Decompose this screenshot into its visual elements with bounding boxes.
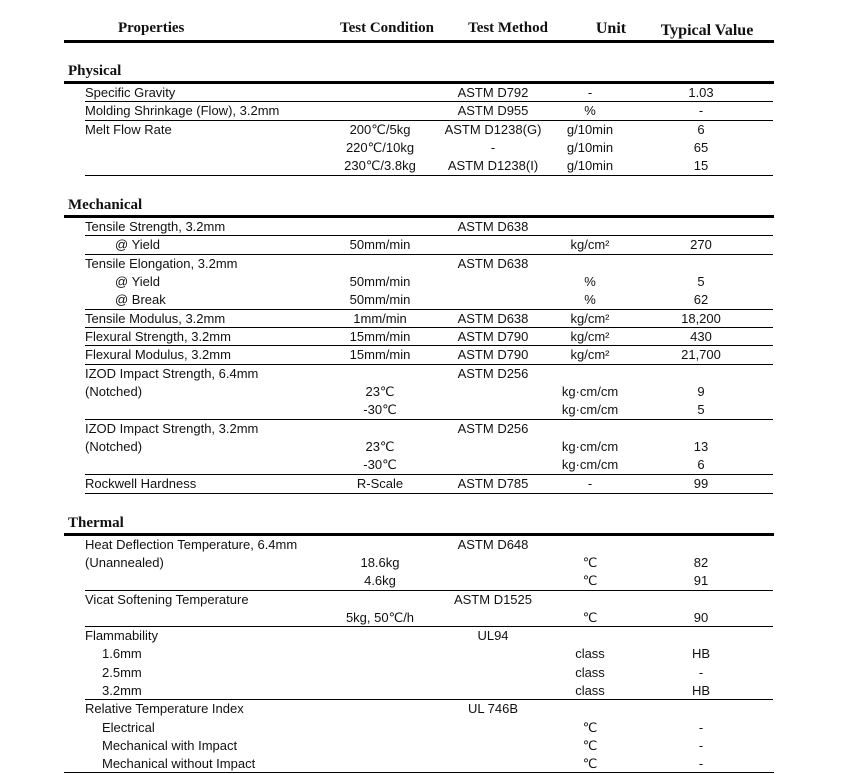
cell-unit: g/10min (566, 158, 614, 173)
cell-value: - (698, 756, 704, 771)
section-title-thermal: Thermal (68, 515, 124, 531)
cell-condition: 5kg, 50℃/h (345, 610, 415, 625)
cell-unit: kg·cm/cm (561, 402, 619, 417)
cell-value: 6 (697, 457, 705, 472)
cell-property: Tensile Modulus, 3.2mm (85, 311, 226, 326)
cell-condition: -30℃ (363, 402, 397, 417)
cell-value: - (698, 738, 704, 753)
cell-condition: -30℃ (363, 457, 397, 472)
table-row (0, 346, 865, 364)
row-separator (85, 254, 773, 255)
cell-property: Flexural Modulus, 3.2mm (85, 347, 231, 362)
cell-value: 13 (693, 439, 709, 454)
cell-value: 270 (690, 237, 712, 252)
row-separator (85, 626, 773, 627)
row-separator (85, 590, 773, 591)
cell-condition: 23℃ (365, 384, 395, 399)
cell-value: HB (691, 646, 711, 661)
cell-value: 62 (693, 292, 709, 307)
cell-unit: ℃ (582, 756, 598, 771)
cell-unit: ℃ (582, 555, 598, 570)
table-row (0, 273, 865, 291)
cell-unit: class (575, 646, 605, 661)
cell-unit: class (575, 683, 605, 698)
cell-method: ASTM D790 (457, 329, 529, 344)
cell-property: Tensile Strength, 3.2mm (85, 219, 226, 234)
row-separator (85, 101, 773, 102)
cell-unit: g/10min (566, 140, 614, 155)
table-row (0, 310, 865, 328)
table-row (0, 365, 865, 383)
table-row (0, 157, 865, 175)
table-row (0, 420, 865, 438)
cell-property: @ Break (115, 292, 166, 307)
header-test-method: Test Method (468, 20, 548, 36)
header-properties: Properties (118, 20, 185, 36)
table-row (0, 383, 865, 401)
header-typical-value: Typical Value (660, 22, 754, 39)
cell-unit: - (587, 85, 593, 100)
cell-unit: % (584, 274, 596, 289)
row-separator (85, 493, 773, 494)
cell-condition: 230℃/3.8kg (344, 158, 416, 173)
table-row (0, 554, 865, 572)
cell-unit: kg/cm² (570, 311, 610, 326)
cell-property: Mechanical with Impact (102, 738, 238, 753)
cell-property: Specific Gravity (85, 85, 176, 100)
cell-property: 3.2mm (102, 683, 142, 698)
cell-property: Rockwell Hardness (85, 476, 197, 491)
row-separator (85, 474, 773, 475)
row-separator (85, 235, 773, 236)
cell-property: 2.5mm (102, 665, 142, 680)
cell-unit: ℃ (582, 573, 598, 588)
table-row (0, 719, 865, 737)
table-row (0, 609, 865, 627)
table-row (0, 84, 865, 102)
row-separator (85, 327, 773, 328)
table-row (0, 572, 865, 590)
cell-method: ASTM D648 (457, 537, 529, 552)
cell-property: Electrical (102, 720, 155, 735)
cell-condition: 200℃/5kg (349, 122, 411, 137)
cell-unit: % (584, 292, 596, 307)
cell-property: Melt Flow Rate (85, 122, 172, 137)
cell-unit: kg·cm/cm (561, 457, 619, 472)
cell-condition: 50mm/min (349, 292, 411, 307)
cell-condition: 220℃/10kg (345, 140, 415, 155)
table-row (0, 139, 865, 157)
cell-method: ASTM D638 (457, 311, 529, 326)
cell-method: ASTM D256 (457, 366, 529, 381)
header-test-condition: Test Condition (339, 20, 435, 36)
table-row (0, 737, 865, 755)
table-row (0, 328, 865, 346)
table-row (0, 218, 865, 236)
cell-method: ASTM D785 (457, 476, 529, 491)
cell-condition: 1mm/min (353, 311, 407, 326)
table-row (0, 291, 865, 309)
row-separator (85, 345, 773, 346)
table-row (0, 682, 865, 700)
cell-property: Vicat Softening Temperature (85, 592, 249, 607)
cell-method: ASTM D1525 (453, 592, 533, 607)
cell-method: ASTM D638 (457, 256, 529, 271)
cell-method: ASTM D955 (457, 103, 529, 118)
row-separator (85, 419, 773, 420)
table-row (0, 664, 865, 682)
cell-unit: ℃ (582, 610, 598, 625)
cell-value: 5 (697, 274, 705, 289)
cell-value: 15 (693, 158, 709, 173)
table-row (0, 456, 865, 474)
cell-method: ASTM D256 (457, 421, 529, 436)
cell-value: 9 (697, 384, 705, 399)
cell-method: UL94 (477, 628, 509, 643)
cell-condition: R-Scale (356, 476, 404, 491)
cell-property: Heat Deflection Temperature, 6.4mm (85, 537, 298, 552)
cell-property: Molding Shrinkage (Flow), 3.2mm (85, 103, 280, 118)
table-row (0, 755, 865, 773)
cell-method: ASTM D638 (457, 219, 529, 234)
cell-value: 99 (693, 476, 709, 491)
cell-value: 1.03 (688, 85, 714, 100)
cell-value: 430 (690, 329, 712, 344)
table-row (0, 236, 865, 254)
cell-unit: ℃ (582, 720, 598, 735)
cell-value: 21,700 (681, 347, 721, 362)
cell-property: Mechanical without Impact (102, 756, 256, 771)
cell-unit: - (587, 476, 593, 491)
cell-property: (Notched) (85, 384, 143, 399)
cell-property: 1.6mm (102, 646, 142, 661)
cell-property: @ Yield (115, 237, 160, 252)
cell-value: - (698, 720, 704, 735)
header-unit: Unit (595, 20, 627, 37)
cell-value: - (698, 665, 704, 680)
cell-unit: g/10min (566, 122, 614, 137)
cell-property: IZOD Impact Strength, 3.2mm (85, 421, 259, 436)
cell-condition: 15mm/min (349, 347, 411, 362)
row-separator (85, 364, 773, 365)
cell-unit: kg·cm/cm (561, 384, 619, 399)
table-row (0, 401, 865, 419)
cell-method: UL 746B (467, 701, 519, 716)
cell-method: ASTM D790 (457, 347, 529, 362)
cell-property: Flammability (85, 628, 158, 643)
cell-condition: 50mm/min (349, 274, 411, 289)
section-title-mechanical: Mechanical (68, 197, 143, 213)
cell-value: 91 (693, 573, 709, 588)
cell-property: (Unannealed) (85, 555, 164, 570)
cell-condition: 15mm/min (349, 329, 411, 344)
table-row (0, 121, 865, 139)
table-row (0, 645, 865, 663)
table-row (0, 475, 865, 493)
cell-method: ASTM D792 (457, 85, 529, 100)
cell-value: 82 (693, 555, 709, 570)
cell-property: Relative Temperature Index (85, 701, 244, 716)
cell-unit: % (584, 103, 596, 118)
cell-property: IZOD Impact Strength, 6.4mm (85, 366, 259, 381)
table-row (0, 255, 865, 273)
cell-method: - (490, 140, 496, 155)
cell-property: (Notched) (85, 439, 143, 454)
cell-condition: 23℃ (365, 439, 395, 454)
row-separator (85, 175, 773, 176)
table-row (0, 536, 865, 554)
cell-unit: kg/cm² (570, 347, 610, 362)
cell-unit: ℃ (582, 738, 598, 753)
cell-condition: 4.6kg (364, 573, 396, 588)
cell-value: 65 (693, 140, 709, 155)
row-separator (85, 120, 773, 121)
cell-unit: kg/cm² (570, 237, 610, 252)
table-row (0, 700, 865, 718)
cell-value: 5 (697, 402, 705, 417)
cell-method: ASTM D1238(I) (447, 158, 539, 173)
row-separator (85, 699, 773, 700)
cell-unit: kg·cm/cm (561, 439, 619, 454)
cell-condition: 18.6kg (360, 555, 400, 570)
cell-property: Flexural Strength, 3.2mm (85, 329, 231, 344)
cell-unit: class (575, 665, 605, 680)
table-row (0, 591, 865, 609)
cell-unit: kg/cm² (570, 329, 610, 344)
table-row (0, 438, 865, 456)
row-separator (85, 309, 773, 310)
cell-value: 18,200 (681, 311, 721, 326)
cell-property: Tensile Elongation, 3.2mm (85, 256, 238, 271)
cell-value: 6 (697, 122, 705, 137)
cell-value: - (698, 103, 704, 118)
header-rule (64, 40, 774, 43)
cell-value: HB (691, 683, 711, 698)
table-bottom-rule (64, 772, 774, 773)
cell-property: @ Yield (115, 274, 160, 289)
table-row (0, 627, 865, 645)
cell-value: 90 (693, 610, 709, 625)
section-title-physical: Physical (68, 63, 122, 79)
cell-condition: 50mm/min (349, 237, 411, 252)
table-row (0, 102, 865, 120)
cell-method: ASTM D1238(G) (444, 122, 542, 137)
